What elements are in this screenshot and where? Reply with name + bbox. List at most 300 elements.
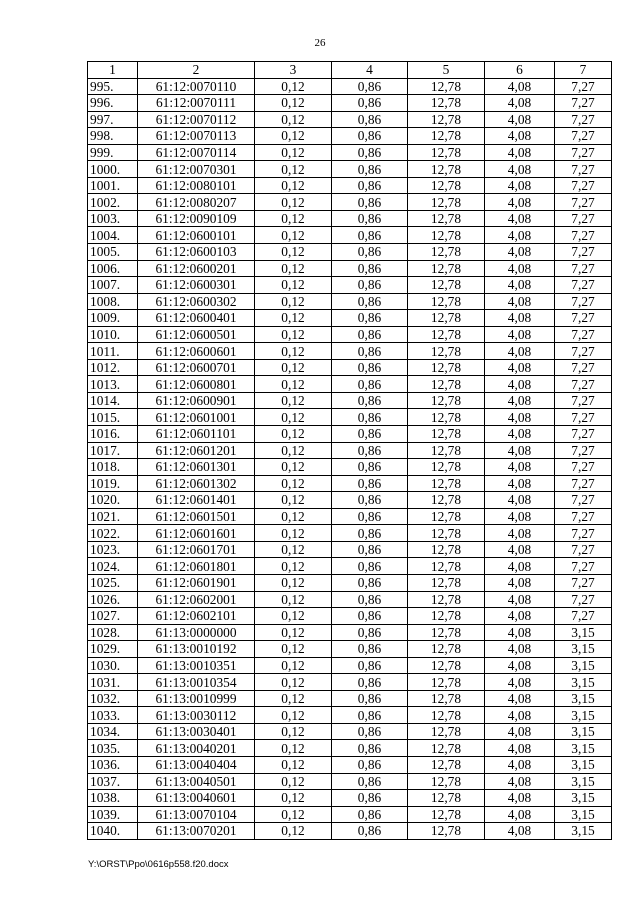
table-cell: 1028. [88, 624, 138, 641]
table-cell: 12,78 [408, 657, 485, 674]
table-cell: 0,86 [332, 723, 408, 740]
table-cell: 12,78 [408, 442, 485, 459]
table-cell: 1026. [88, 591, 138, 608]
table-cell: 0,12 [255, 128, 332, 145]
table-cell: 7,27 [555, 392, 612, 409]
table-cell: 3,15 [555, 690, 612, 707]
table-cell: 4,08 [485, 806, 555, 823]
table-cell: 0,12 [255, 376, 332, 393]
table-cell: 0,86 [332, 161, 408, 178]
table-cell: 1006. [88, 260, 138, 277]
table-row [88, 475, 612, 492]
table-cell: 7,27 [555, 78, 612, 95]
table-cell: 12,78 [408, 111, 485, 128]
table-cell: 1038. [88, 790, 138, 807]
table-cell: 0,86 [332, 674, 408, 691]
table-cell: 7,27 [555, 426, 612, 443]
table-cell: 0,12 [255, 740, 332, 757]
table-cell: 0,12 [255, 260, 332, 277]
table-cell: 4,08 [485, 492, 555, 509]
table-cell: 61:12:0601701 [138, 541, 255, 558]
table-cell: 61:13:0040501 [138, 773, 255, 790]
table-cell: 61:12:0601601 [138, 525, 255, 542]
table-cell: 4,08 [485, 674, 555, 691]
table-row [88, 641, 612, 658]
table-cell: 3,15 [555, 707, 612, 724]
table-cell: 7,27 [555, 459, 612, 476]
table-cell: 61:12:0601101 [138, 426, 255, 443]
table-cell: 4,08 [485, 591, 555, 608]
table-row [88, 790, 612, 807]
table-cell: 12,78 [408, 161, 485, 178]
table-cell: 7,27 [555, 541, 612, 558]
table-cell: 1017. [88, 442, 138, 459]
table-cell: 4,08 [485, 823, 555, 840]
table-cell: 0,86 [332, 707, 408, 724]
table-cell: 1014. [88, 392, 138, 409]
table-cell: 1002. [88, 194, 138, 211]
table-cell: 4,08 [485, 525, 555, 542]
table-cell: 0,12 [255, 756, 332, 773]
table-cell: 3,15 [555, 674, 612, 691]
table-cell: 1020. [88, 492, 138, 509]
table-cell: 0,12 [255, 707, 332, 724]
table-cell: 1003. [88, 210, 138, 227]
table-cell: 0,86 [332, 244, 408, 261]
table-cell: 61:12:0070113 [138, 128, 255, 145]
table-row [88, 392, 612, 409]
column-header: 1 [88, 62, 138, 79]
table-cell: 3,15 [555, 657, 612, 674]
table-row [88, 210, 612, 227]
table-row [88, 128, 612, 145]
table-cell: 4,08 [485, 95, 555, 112]
table-cell: 61:12:0600302 [138, 293, 255, 310]
table-cell: 7,27 [555, 574, 612, 591]
table-cell: 0,12 [255, 177, 332, 194]
table-cell: 7,27 [555, 376, 612, 393]
table-cell: 61:12:0070111 [138, 95, 255, 112]
table-cell: 12,78 [408, 558, 485, 575]
table-cell: 4,08 [485, 343, 555, 360]
table-cell: 4,08 [485, 227, 555, 244]
table-cell: 0,86 [332, 475, 408, 492]
table-row [88, 194, 612, 211]
table-cell: 4,08 [485, 723, 555, 740]
table-cell: 12,78 [408, 459, 485, 476]
table-cell: 4,08 [485, 210, 555, 227]
table-cell: 0,12 [255, 194, 332, 211]
table-cell: 61:12:0600301 [138, 277, 255, 294]
table-cell: 4,08 [485, 293, 555, 310]
table-cell: 0,86 [332, 210, 408, 227]
table-cell: 7,27 [555, 326, 612, 343]
table-cell: 61:12:0600501 [138, 326, 255, 343]
table-cell: 1027. [88, 608, 138, 625]
table-cell: 7,27 [555, 475, 612, 492]
table-cell: 0,12 [255, 806, 332, 823]
table-cell: 0,86 [332, 508, 408, 525]
table-cell: 0,86 [332, 756, 408, 773]
table-cell: 12,78 [408, 806, 485, 823]
table-cell: 7,27 [555, 144, 612, 161]
table-cell: 7,27 [555, 343, 612, 360]
table-cell: 61:12:0600801 [138, 376, 255, 393]
table-row [88, 260, 612, 277]
table-row [88, 144, 612, 161]
table-cell: 12,78 [408, 641, 485, 658]
table-cell: 4,08 [485, 740, 555, 757]
table-cell: 61:12:0600101 [138, 227, 255, 244]
table-cell: 4,08 [485, 790, 555, 807]
table-cell: 4,08 [485, 144, 555, 161]
table-cell: 12,78 [408, 310, 485, 327]
table-cell: 12,78 [408, 790, 485, 807]
table-cell: 998. [88, 128, 138, 145]
column-header: 4 [332, 62, 408, 79]
table-cell: 1001. [88, 177, 138, 194]
table-cell: 0,86 [332, 128, 408, 145]
table-row [88, 674, 612, 691]
table-cell: 1024. [88, 558, 138, 575]
table-cell: 0,86 [332, 442, 408, 459]
table-cell: 4,08 [485, 359, 555, 376]
table-cell: 0,86 [332, 310, 408, 327]
table-cell: 996. [88, 95, 138, 112]
table-cell: 12,78 [408, 392, 485, 409]
table-cell: 7,27 [555, 525, 612, 542]
table-cell: 0,86 [332, 227, 408, 244]
table-cell: 1004. [88, 227, 138, 244]
table-cell: 1034. [88, 723, 138, 740]
table-body [88, 78, 612, 839]
table-cell: 1033. [88, 707, 138, 724]
table-cell: 0,86 [332, 624, 408, 641]
table-cell: 0,86 [332, 409, 408, 426]
table-cell: 61:13:0070201 [138, 823, 255, 840]
table-cell: 4,08 [485, 161, 555, 178]
table-cell: 4,08 [485, 756, 555, 773]
table-cell: 0,86 [332, 376, 408, 393]
table-row [88, 608, 612, 625]
table-cell: 61:12:0600901 [138, 392, 255, 409]
table-cell: 4,08 [485, 277, 555, 294]
table-cell: 12,78 [408, 608, 485, 625]
table-cell: 1018. [88, 459, 138, 476]
table-cell: 0,12 [255, 641, 332, 658]
table-row [88, 806, 612, 823]
table-cell: 3,15 [555, 641, 612, 658]
table-cell: 7,27 [555, 442, 612, 459]
table-cell: 0,12 [255, 409, 332, 426]
table-cell: 997. [88, 111, 138, 128]
table-cell: 0,86 [332, 641, 408, 658]
table-cell: 7,27 [555, 111, 612, 128]
table-cell: 0,12 [255, 475, 332, 492]
table-cell: 12,78 [408, 409, 485, 426]
table-cell: 0,86 [332, 492, 408, 509]
table-cell: 61:13:0010351 [138, 657, 255, 674]
table-cell: 0,86 [332, 740, 408, 757]
table-cell: 12,78 [408, 723, 485, 740]
table-cell: 0,86 [332, 558, 408, 575]
footer-file-path: Y:\ORST\Ppo\0616p558.f20.docx [88, 859, 229, 870]
table-cell: 0,86 [332, 591, 408, 608]
table-cell: 61:12:0080207 [138, 194, 255, 211]
table-cell: 0,12 [255, 161, 332, 178]
table-cell: 7,27 [555, 293, 612, 310]
table-cell: 0,86 [332, 78, 408, 95]
table-cell: 1015. [88, 409, 138, 426]
table-cell: 61:13:0030401 [138, 723, 255, 740]
table-row [88, 823, 612, 840]
table-cell: 12,78 [408, 773, 485, 790]
table-cell: 4,08 [485, 657, 555, 674]
table-cell: 7,27 [555, 558, 612, 575]
table-cell: 0,12 [255, 95, 332, 112]
table-cell: 1022. [88, 525, 138, 542]
table-row [88, 177, 612, 194]
table-row [88, 558, 612, 575]
table-cell: 3,15 [555, 740, 612, 757]
table-cell: 3,15 [555, 806, 612, 823]
table-cell: 12,78 [408, 359, 485, 376]
table-cell: 0,12 [255, 210, 332, 227]
table-cell: 4,08 [485, 310, 555, 327]
table-row [88, 740, 612, 757]
table-row [88, 756, 612, 773]
table-row [88, 227, 612, 244]
table-cell: 0,86 [332, 574, 408, 591]
table-cell: 1040. [88, 823, 138, 840]
table-cell: 0,12 [255, 541, 332, 558]
table-cell: 995. [88, 78, 138, 95]
table-cell: 0,12 [255, 426, 332, 443]
table-cell: 0,86 [332, 144, 408, 161]
table-cell: 12,78 [408, 674, 485, 691]
table-cell: 3,15 [555, 624, 612, 641]
table-cell: 0,12 [255, 723, 332, 740]
table-row [88, 326, 612, 343]
table-cell: 12,78 [408, 740, 485, 757]
table-row [88, 459, 612, 476]
header-row [88, 62, 612, 79]
table-row [88, 161, 612, 178]
table-cell: 61:13:0010354 [138, 674, 255, 691]
table-cell: 12,78 [408, 227, 485, 244]
table-cell: 0,86 [332, 459, 408, 476]
table-cell: 61:13:0040601 [138, 790, 255, 807]
table-cell: 1007. [88, 277, 138, 294]
table-cell: 4,08 [485, 475, 555, 492]
table-cell: 61:12:0601801 [138, 558, 255, 575]
table-cell: 0,12 [255, 525, 332, 542]
table-cell: 4,08 [485, 426, 555, 443]
table-cell: 12,78 [408, 277, 485, 294]
table-cell: 4,08 [485, 409, 555, 426]
table-cell: 0,12 [255, 508, 332, 525]
table-cell: 1021. [88, 508, 138, 525]
table-cell: 4,08 [485, 608, 555, 625]
column-header: 7 [555, 62, 612, 79]
table-row [88, 409, 612, 426]
table-cell: 0,12 [255, 591, 332, 608]
table-row [88, 95, 612, 112]
column-header: 3 [255, 62, 332, 79]
table-cell: 12,78 [408, 525, 485, 542]
table-cell: 61:12:0601201 [138, 442, 255, 459]
table-cell: 61:12:0600401 [138, 310, 255, 327]
table-cell: 0,12 [255, 459, 332, 476]
table-cell: 61:12:0090109 [138, 210, 255, 227]
table-cell: 0,86 [332, 773, 408, 790]
column-header: 6 [485, 62, 555, 79]
table-cell: 12,78 [408, 128, 485, 145]
table-cell: 61:12:0080101 [138, 177, 255, 194]
table-cell: 12,78 [408, 756, 485, 773]
table-cell: 7,27 [555, 128, 612, 145]
table-cell: 12,78 [408, 426, 485, 443]
page-number: 26 [314, 37, 326, 49]
table-cell: 1037. [88, 773, 138, 790]
table-cell: 0,12 [255, 608, 332, 625]
table-cell: 61:13:0010999 [138, 690, 255, 707]
table-cell: 12,78 [408, 144, 485, 161]
table-cell: 0,12 [255, 558, 332, 575]
table-cell: 0,86 [332, 326, 408, 343]
table-cell: 61:12:0600201 [138, 260, 255, 277]
table-row [88, 723, 612, 740]
table-cell: 7,27 [555, 260, 612, 277]
table-cell: 61:12:0070112 [138, 111, 255, 128]
table-cell: 7,27 [555, 177, 612, 194]
table-cell: 4,08 [485, 459, 555, 476]
table-cell: 0,86 [332, 194, 408, 211]
table-row [88, 343, 612, 360]
table-cell: 61:12:0601301 [138, 459, 255, 476]
table-cell: 61:12:0600601 [138, 343, 255, 360]
table-cell: 61:13:0070104 [138, 806, 255, 823]
table-row [88, 525, 612, 542]
table-cell: 0,86 [332, 359, 408, 376]
table-cell: 4,08 [485, 773, 555, 790]
column-header: 5 [408, 62, 485, 79]
table-cell: 4,08 [485, 326, 555, 343]
table-cell: 4,08 [485, 442, 555, 459]
table-cell: 0,86 [332, 293, 408, 310]
table-cell: 12,78 [408, 343, 485, 360]
table-cell: 12,78 [408, 177, 485, 194]
table-cell: 0,12 [255, 657, 332, 674]
table-cell: 7,27 [555, 409, 612, 426]
table-cell: 0,12 [255, 78, 332, 95]
table-row [88, 426, 612, 443]
table-cell: 12,78 [408, 78, 485, 95]
table-row [88, 293, 612, 310]
table-cell: 61:13:0000000 [138, 624, 255, 641]
table-cell: 12,78 [408, 293, 485, 310]
table-row [88, 78, 612, 95]
table-cell: 0,12 [255, 442, 332, 459]
table-row [88, 657, 612, 674]
table-cell: 0,12 [255, 823, 332, 840]
table-cell: 0,12 [255, 392, 332, 409]
table-cell: 0,86 [332, 111, 408, 128]
table-cell: 0,86 [332, 426, 408, 443]
table-cell: 4,08 [485, 707, 555, 724]
table-cell: 61:13:0010192 [138, 641, 255, 658]
table-cell: 0,86 [332, 392, 408, 409]
table-cell: 1008. [88, 293, 138, 310]
table-cell: 0,86 [332, 260, 408, 277]
table-cell: 1019. [88, 475, 138, 492]
table-cell: 0,12 [255, 111, 332, 128]
table-cell: 61:12:0602101 [138, 608, 255, 625]
table-cell: 12,78 [408, 194, 485, 211]
table-cell: 3,15 [555, 723, 612, 740]
table-cell: 0,86 [332, 790, 408, 807]
table-cell: 0,86 [332, 177, 408, 194]
table-cell: 0,12 [255, 310, 332, 327]
table-cell: 1009. [88, 310, 138, 327]
table-cell: 0,12 [255, 492, 332, 509]
table-row [88, 277, 612, 294]
table-row [88, 111, 612, 128]
table-cell: 0,86 [332, 541, 408, 558]
table-cell: 12,78 [408, 591, 485, 608]
table-cell: 1000. [88, 161, 138, 178]
table-cell: 1023. [88, 541, 138, 558]
table-cell: 12,78 [408, 823, 485, 840]
table-row [88, 492, 612, 509]
table-cell: 61:12:0602001 [138, 591, 255, 608]
table-cell: 4,08 [485, 78, 555, 95]
table-cell: 61:12:0600103 [138, 244, 255, 261]
table-cell: 61:12:0601501 [138, 508, 255, 525]
table-cell: 7,27 [555, 608, 612, 625]
table-cell: 4,08 [485, 558, 555, 575]
table-cell: 12,78 [408, 376, 485, 393]
table-cell: 61:12:0601401 [138, 492, 255, 509]
table-cell: 0,86 [332, 823, 408, 840]
table-cell: 0,86 [332, 690, 408, 707]
table-cell: 3,15 [555, 823, 612, 840]
table-cell: 0,12 [255, 343, 332, 360]
table-cell: 0,86 [332, 608, 408, 625]
table-cell: 12,78 [408, 574, 485, 591]
table-cell: 3,15 [555, 790, 612, 807]
table-row [88, 359, 612, 376]
table-cell: 4,08 [485, 194, 555, 211]
table-cell: 0,12 [255, 359, 332, 376]
table-cell: 1010. [88, 326, 138, 343]
table-cell: 12,78 [408, 690, 485, 707]
table-cell: 0,86 [332, 95, 408, 112]
table-cell: 7,27 [555, 95, 612, 112]
table-cell: 0,12 [255, 574, 332, 591]
table-cell: 7,27 [555, 508, 612, 525]
table-cell: 4,08 [485, 260, 555, 277]
table-cell: 0,12 [255, 624, 332, 641]
table-row [88, 310, 612, 327]
table-row [88, 574, 612, 591]
table-cell: 12,78 [408, 492, 485, 509]
table-cell: 12,78 [408, 508, 485, 525]
table-cell: 1035. [88, 740, 138, 757]
table-cell: 61:13:0040404 [138, 756, 255, 773]
table-cell: 7,27 [555, 359, 612, 376]
table-cell: 4,08 [485, 392, 555, 409]
